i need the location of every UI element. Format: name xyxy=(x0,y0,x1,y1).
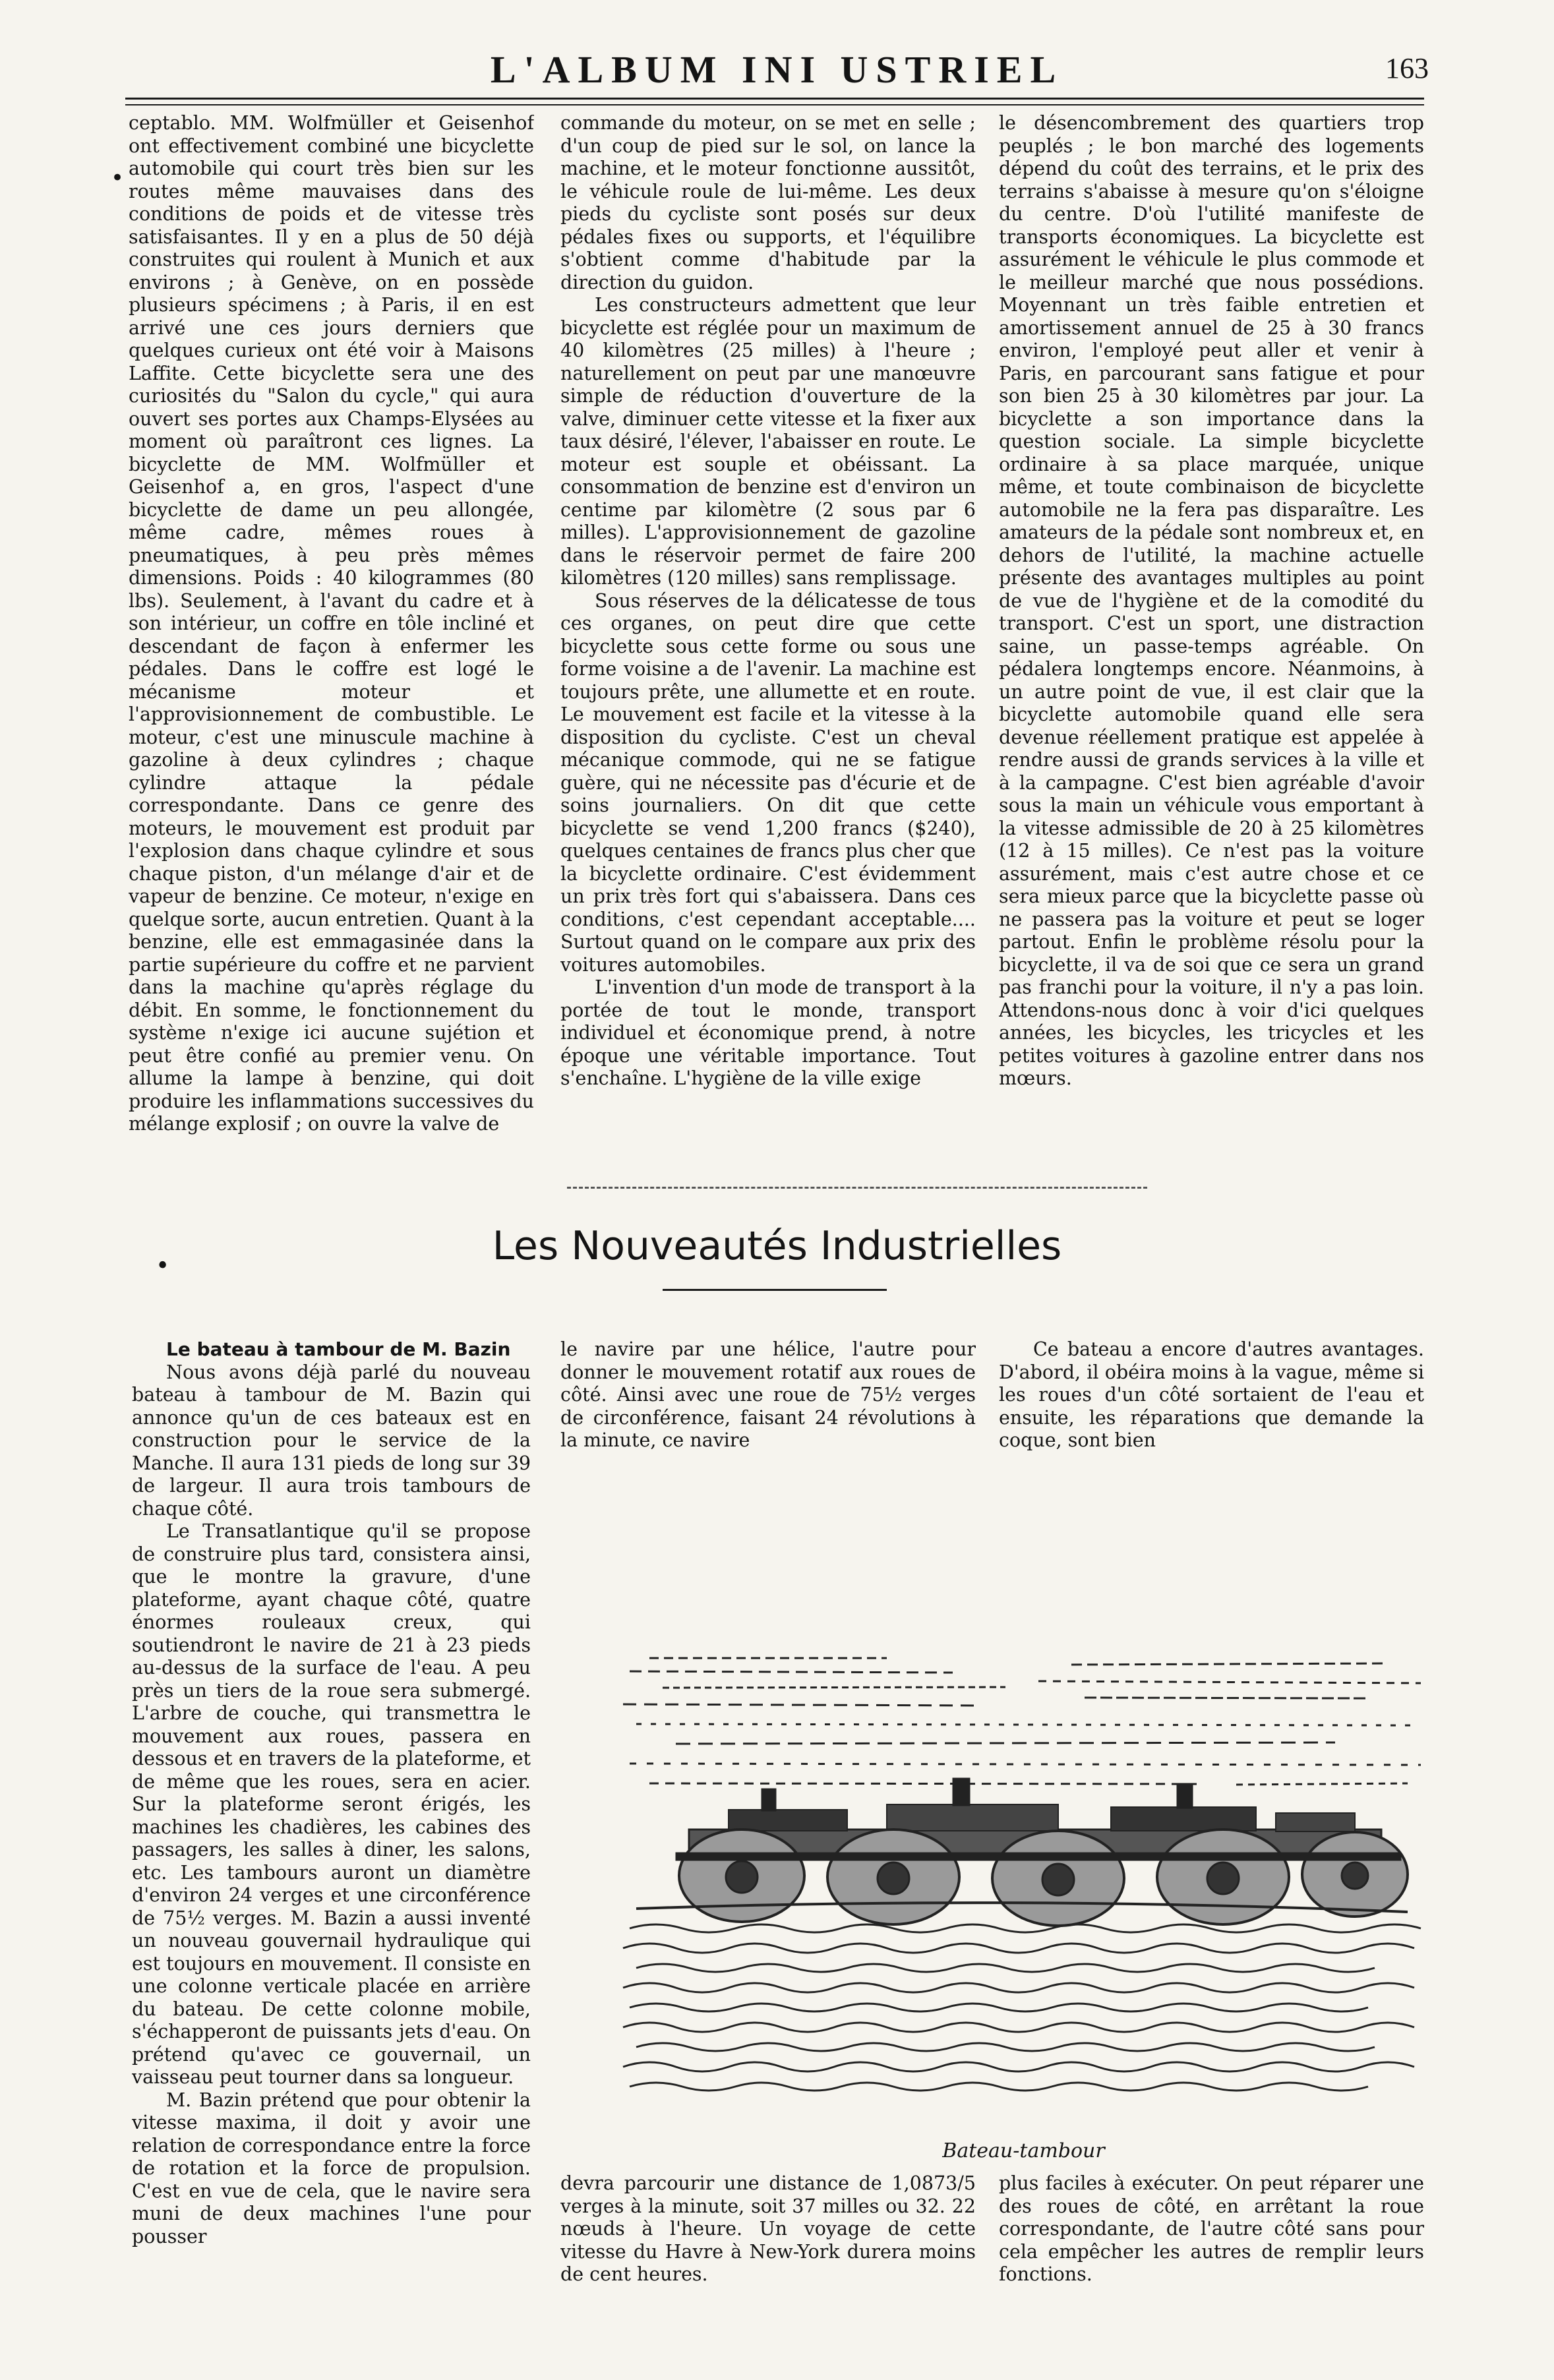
article1-column-1 xyxy=(129,112,534,1170)
article2-col3-bottom-paragraph: plus faciles à exécuter. On peut réparer une des roues de côté, en arrêtant la roue correspondante, de l'autre côté sans pour cela empêcher les autres de remplir leurs fonctions. xyxy=(999,2172,1424,2285)
article2-column-2-bottom xyxy=(560,2172,976,2331)
engraving-illustration xyxy=(610,1632,1437,2106)
article2-col1-paragraph-1: Nous avons déjà parlé du nouveau bateau à tambour de M. Bazin qui annonce qu'un de ces bateaux est en construction pour le service de la Manche. Il aura 131 pieds de long sur 39 de largeur. Il aura trois tambours de chaque côté. xyxy=(132,1361,531,1520)
article2-col2-bottom-paragraph: devra parcourir une distance de 1,0873/5 verges à la minute, soit 37 milles ou 32. 22 nœuds à l'heure. Un voyage de cette vitesse du Havre à New-York durera moins de cent heures. xyxy=(560,2172,976,2285)
article2-column-2-top xyxy=(560,1338,976,1622)
article2-col1-paragraph-3: M. Bazin prétend que pour obtenir la vitesse maxima, il doit y avoir une relation de correspondance entre la force de rotation et la force de propulsion. C'est en vue de cela, que le navire sera muni de deux machines l'une pour pousser xyxy=(132,2089,531,2247)
article1-column-2 xyxy=(560,112,976,1170)
page-number: 163 xyxy=(1385,52,1429,84)
article1-column-3 xyxy=(999,112,1424,1170)
figure-bateau-tambour xyxy=(610,1632,1437,2106)
section-title: Les Nouveautés Industrielles xyxy=(492,1223,1062,1269)
article1-col1-paragraph: ceptablo. MM. Wolfmüller et Geisenhof ont effectivement combiné une bicyclette automobile qui court très bien sur les routes même mauvaises dans des conditions de poids et de vitesse très satisfaisantes. Il y en a plus de 50 déjà construites qui roulent à Munich et aux environs ; à Genève, on en possède plusieurs spécimens ; à Paris, il en est arrivé une ces jours derniers que quelques curieux ont été voir à Maisons Laffite. Cette bicyclette sera une des curiosités du "Salon du cycle," qui aura ouvert ses portes aux Champs-Elysées au moment où paraîtront ces lignes. La bicyclette de MM. Wolfmüller et Geisenhof a, en gros, l'aspect d'une bicyclette de dame un peu allongée, même cadre, mêmes roues à pneumatiques, à peu près mêmes dimensions. Poids : 40 kilogrammes (80 lbs). Seulement, à l'avant du cadre et à son intérieur, un coffre en tôle incliné et descendant de façon à enfermer les pédales. Dans le coffre est logé le mécanisme moteur et l'approvisionnement de combustible. Le moteur, c'est une minuscule machine à gazoline à deux cylindres ; chaque cylindre attaque la pédale correspondante. Dans ce genre des moteurs, le mouvement est produit par l'explosion dans chaque cylindre et sous chaque piston, d'un mélange d'air et de vapeur de benzine. Ce moteur, n'exige en quelque sorte, aucun entretien. Quant à la benzine, elle est emmagasinée dans la partie supérieure du coffre et ne parvient dans la machine qu'après réglage du débit. En somme, le fonctionnement du système n'exige ici aucune sujétion et peut être confié au premier venu. On allume la lampe à benzine, qui doit produire les inflammations successives du mélange explosif ; on ouvre la valve de xyxy=(129,112,534,1135)
header-rule-bottom xyxy=(125,104,1424,105)
article1-col2-paragraph-1: commande du moteur, on se met en selle ; d'un coup de pied sur le sol, on lance la machine, et le moteur fonctionne aussitôt, le véhicule roule de lui-même. Les deux pieds du cycliste sont posés sur deux pédales fixes ou supports, et l'équilibre s'obtient comme d'habitude par la direction du guidon. xyxy=(560,112,976,293)
article2-col3-top-paragraph: Ce bateau a encore d'autres avantages. D'abord, il obéira moins à la vague, même si les roues d'un côté sortaient de l'eau et ensuite, les réparations que demande la coque, sont bien xyxy=(999,1338,1424,1451)
article1-col2-paragraph-2: Les constructeurs admettent que leur bicyclette est réglée pour un maximum de 40 kilomètres (25 milles) à l'heure ; naturellement on peut par une manœuvre simple de réduction d'ouverture de la valve, diminuer cette vitesse et la fixer aux taux désiré, l'élever, l'abaisser en route. Le moteur est souple et obéissant. La consommation de benzine est d'environ un centime par kilomètre (2 sous par 6 milles). L'approvisionnement de gazoline dans le réservoir permet de faire 200 kilomètres (120 milles) sans remplissage. xyxy=(560,294,976,589)
article2-column-3-bottom xyxy=(999,2172,1424,2331)
section-divider-dashed xyxy=(567,1187,1147,1189)
article2-subhead: Le bateau à tambour de M. Bazin xyxy=(166,1338,511,1360)
figure-caption: Bateau-tambour xyxy=(942,2139,1105,2162)
margin-bullet: • xyxy=(111,165,125,191)
article1-col3-paragraph: le désencombrement des quartiers trop peuplés ; le bon marché des logements dépend du coût des terrains, et le prix des terrains s'abaisse à mesure qu'on s'éloigne du centre. D'où l'utilité manifeste de transports économiques. La bicyclette est assurément le véhicule le plus commode et le meilleur marché que nous possédions. Moyennant un très faible entretien et amortissement annuel de 25 à 30 francs environ, l'employé peut aller et venir à Paris, en parcourant sans fatigue et pour son bien 25 à 30 kilomètres par jour. La bicyclette a son importance dans la question sociale. La simple bicyclette ordinaire à sa place marquée, unique même, et toute combinaison de bicyclette automobile ne la fera pas disparaître. Les amateurs de la pédale sont nombreux et, en dehors de l'utilité, la machine actuelle présente des avantages multiples au point de vue de l'hygiène et de la comodité du transport. C'est un sport, une distraction saine, un passe-temps agréable. On pédalera longtemps encore. Néanmoins, à un autre point de vue, il est clair que la bicyclette automobile quand elle sera devenue réellement pratique est appelée à rendre aussi de grands services à la ville et à la campagne. C'est bien agréable d'avoir sous la main un véhicule vous emportant à la vitesse admissible de 20 à 25 kilomètres (12 à 15 milles). Ce n'est pas la voiture assurément, mais c'est autre chose et ce sera mieux parce que la bicyclette passe où ne passera pas la voiture et peut se loger partout. Enfin le problème résolu pour la bicyclette, il va de soi que ce sera un grand pas franchi pour la voiture, il n'y a pas loin. Attendons-nous donc à voir d'ici quelques années, les bicycles, les tricycles et les petites voitures à gazoline entrer dans nos mœurs. xyxy=(999,112,1424,1089)
header-rule-top xyxy=(125,98,1424,100)
section-bullet: • xyxy=(156,1253,170,1280)
page-header-title: L'ALBUM INI USTRIEL xyxy=(490,48,1064,91)
article1-col2-paragraph-4: L'invention d'un mode de transport à la portée de tout le monde, transport individuel et économique prend, à notre époque une véritable importance. Tout s'enchaîne. L'hygiène de la ville exige xyxy=(560,976,976,1089)
article2-col2-top-paragraph: le navire par une hélice, l'autre pour donner le mouvement rotatif aux roues de côté. Ainsi avec une roue de 75½ verges de circonférence, faisant 24 révolutions à la minute, ce navire xyxy=(560,1338,976,1451)
article2-column-3-top xyxy=(999,1338,1424,1622)
article1-col2-paragraph-3: Sous réserves de la délicatesse de tous ces organes, on peut dire que cette bicyclette sous cette forme ou sous une forme voisine a de l'avenir. La machine est toujours prête, une allumette et en route. Le mouvement est facile et la vitesse à la disposition du cycliste. C'est un cheval mécanique commode, qui ne se fatigue guère, qui ne nécessite pas d'écurie et de soins journaliers. On dit que cette bicyclette se vend 1,200 francs ($240), quelques centaines de francs plus cher que la bicyclette ordinaire. C'est évidemment un prix très fort qui s'abaissera. Dans ces conditions, c'est cependant acceptable.... Surtout quand on le compare aux prix des voitures automobiles. xyxy=(560,589,976,976)
article2-column-1 xyxy=(132,1338,531,2275)
article2-col1-paragraph-2: Le Transatlantique qu'il se propose de construire plus tard, consistera ainsi, que le montre la gravure, d'une plateforme, ayant chaque côté, quatre énormes rouleaux creux, qui soutiendront le navire de 21 à 23 pieds au-dessus de la surface de l'eau. A peu près un tiers de la roue sera submergé. L'arbre de couche, qui transmettra le mouvement aux roues, passera en dessous et en travers de la plateforme, et de même que les roues, sera en acier. Sur la plateforme seront érigés, les machines les chadières, les cabines des passagers, les salles à diner, les salons, etc. Les tambours auront un diamètre d'environ 24 verges et une circonférence de 75½ verges. M. Bazin a aussi inventé un nouveau gouvernail hydraulique qui est toujours en mouvement. Il consiste en une colonne verticale placée en arrière du bateau. De cette colonne mobile, s'échapperont de puissants jets d'eau. On prétend qu'avec ce gouvernail, un vaisseau peut tourner dans sa longueur. xyxy=(132,1520,531,2088)
section-title-rule xyxy=(663,1289,887,1291)
